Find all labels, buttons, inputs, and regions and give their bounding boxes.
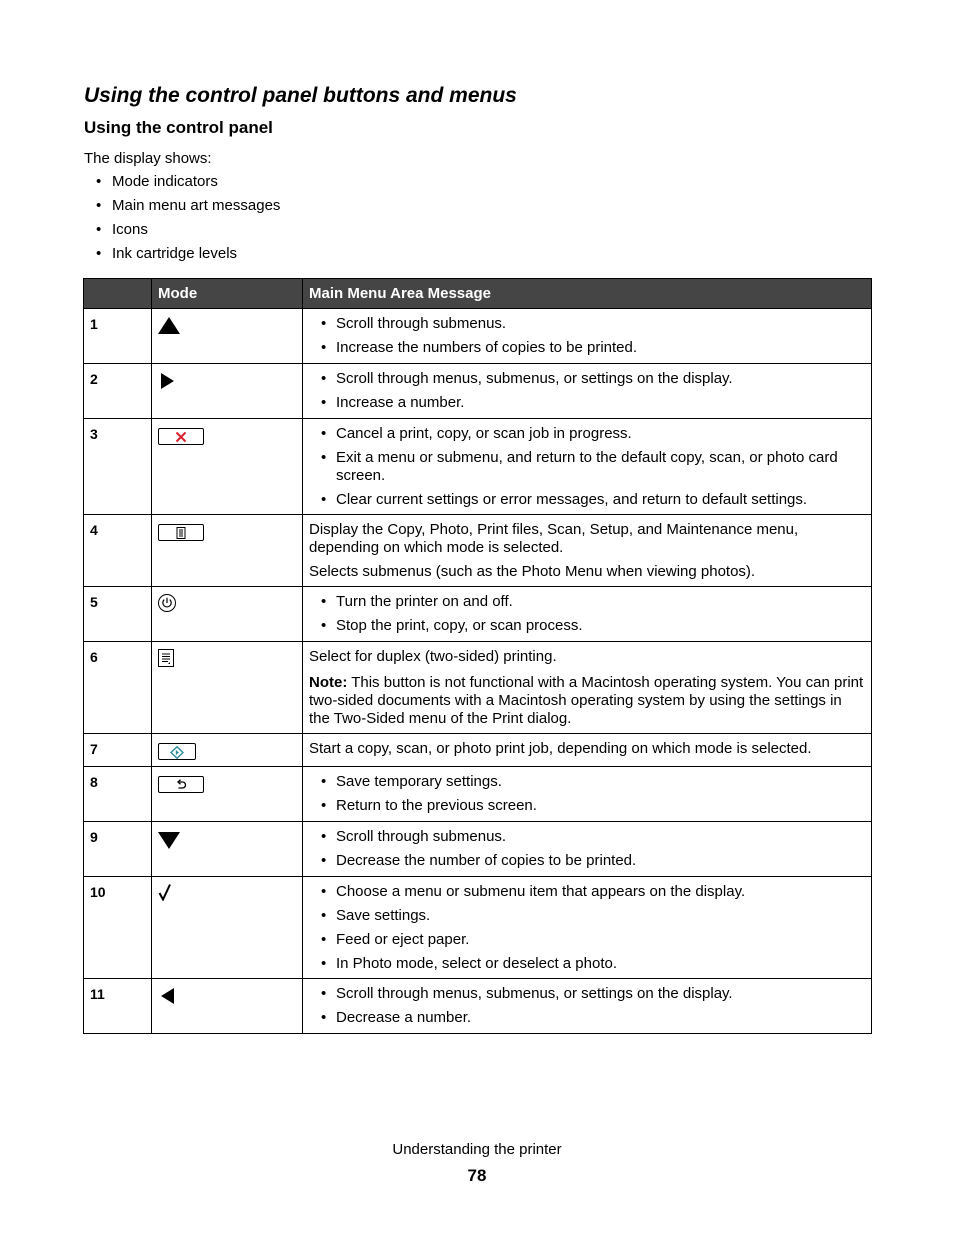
menu-button-icon [158,524,204,541]
message-cell [303,309,872,364]
message-text: Display the Copy, Photo, Print files, Scan, Setup, and Maintenance menu, depending on which mode is selected. [309,521,799,556]
up-arrow-icon [158,317,180,334]
message-cell [303,587,872,642]
list-item: • Scroll through menus, submenus, or settings on the display. [309,985,866,1003]
list-item: • Main menu art messages [96,197,280,221]
list-item: • Scroll through submenus. [309,315,866,333]
row-number: 7 [84,734,152,767]
list-item: • Choose a menu or submenu item that appears on the display. [309,883,866,901]
message-cell [303,642,872,734]
message-cell [303,419,872,515]
list-item: • Save settings. [309,907,866,925]
list-item: • Return to the previous screen. [309,797,866,815]
table-row [84,734,872,767]
row-number: 3 [84,419,152,515]
list-item: • Clear current settings or error messages, and return to default settings. [309,491,866,509]
list-item: • Decrease a number. [309,1009,866,1027]
table-row [84,979,872,1034]
mode-cell [152,734,303,767]
page-heading: Using the control panel buttons and menus [84,84,517,107]
list-item: • Decrease the number of copies to be printed. [309,852,866,870]
mode-cell [152,309,303,364]
list-item: • Icons [96,221,280,245]
note-text [309,674,866,728]
control-panel-table [83,278,872,1034]
start-button-icon [158,743,196,760]
mode-cell [152,822,303,877]
list-item: • Mode indicators [96,173,280,197]
list-item: • Turn the printer on and off. [309,593,866,611]
display-items-list [96,173,280,269]
left-arrow-icon [161,988,174,1004]
note-body: This button is not functional with a Macintosh operating system. You can print two-sided documents with a Macintosh operating system by using the settings in the Two-Sided menu of the Print dialog. [309,674,864,727]
header-message: Main Menu Area Message [303,279,872,309]
list-item: • Increase the numbers of copies to be printed. [309,339,866,357]
row-number: 8 [84,767,152,822]
list-item: • Stop the print, copy, or scan process. [309,617,866,635]
intro-text: The display shows: [84,150,212,167]
list-item: • Cancel a print, copy, or scan job in progress. [309,425,866,443]
select-check-icon [158,883,172,906]
table-header-row [84,279,872,309]
table-row [84,419,872,515]
message-text: Selects submenus (such as the Photo Menu when viewing photos). [309,563,756,580]
row-number: 11 [84,979,152,1034]
mode-cell [152,587,303,642]
message-text: Start a copy, scan, or photo print job, depending on which mode is selected. [309,740,812,757]
table-row [84,822,872,877]
mode-cell [152,979,303,1034]
row-number: 5 [84,587,152,642]
table-row [84,515,872,587]
cancel-button-icon [158,428,204,445]
list-item: • Save temporary settings. [309,773,866,791]
list-item: • Scroll through menus, submenus, or settings on the display. [309,370,866,388]
list-item: • Scroll through submenus. [309,828,866,846]
list-item: • Increase a number. [309,394,866,412]
message-cell [303,734,872,767]
row-number: 1 [84,309,152,364]
table-row [84,364,872,419]
footer-title: Understanding the printer [392,1141,562,1158]
list-item: • Ink cartridge levels [96,245,280,269]
duplex-icon [158,649,174,667]
message-cell [303,979,872,1034]
list-item: • In Photo mode, select or deselect a photo. [309,955,866,973]
mode-cell [152,877,303,979]
table-row [84,587,872,642]
table-row [84,767,872,822]
right-arrow-icon [161,373,174,389]
down-arrow-icon [158,832,180,849]
header-mode: Mode [152,279,303,309]
message-cell [303,515,872,587]
mode-cell [152,642,303,734]
message-text: Select for duplex (two-sided) printing. [309,648,557,665]
mode-cell [152,364,303,419]
mode-cell [152,419,303,515]
back-button-icon [158,776,204,793]
row-number: 10 [84,877,152,979]
row-number: 9 [84,822,152,877]
message-cell [303,767,872,822]
row-number: 2 [84,364,152,419]
table-row [84,642,872,734]
message-cell [303,364,872,419]
row-number: 6 [84,642,152,734]
mode-cell [152,515,303,587]
message-cell [303,822,872,877]
list-item: • Exit a menu or submenu, and return to the default copy, scan, or photo card screen. [309,449,866,485]
power-icon [158,594,176,612]
list-item: • Feed or eject paper. [309,931,866,949]
header-number [84,279,152,309]
page-number: 78 [467,1166,487,1185]
table-row [84,309,872,364]
row-number: 4 [84,515,152,587]
mode-cell [152,767,303,822]
table-row [84,877,872,979]
message-cell [303,877,872,979]
section-heading: Using the control panel [84,118,273,137]
note-label: Note: [309,674,348,691]
